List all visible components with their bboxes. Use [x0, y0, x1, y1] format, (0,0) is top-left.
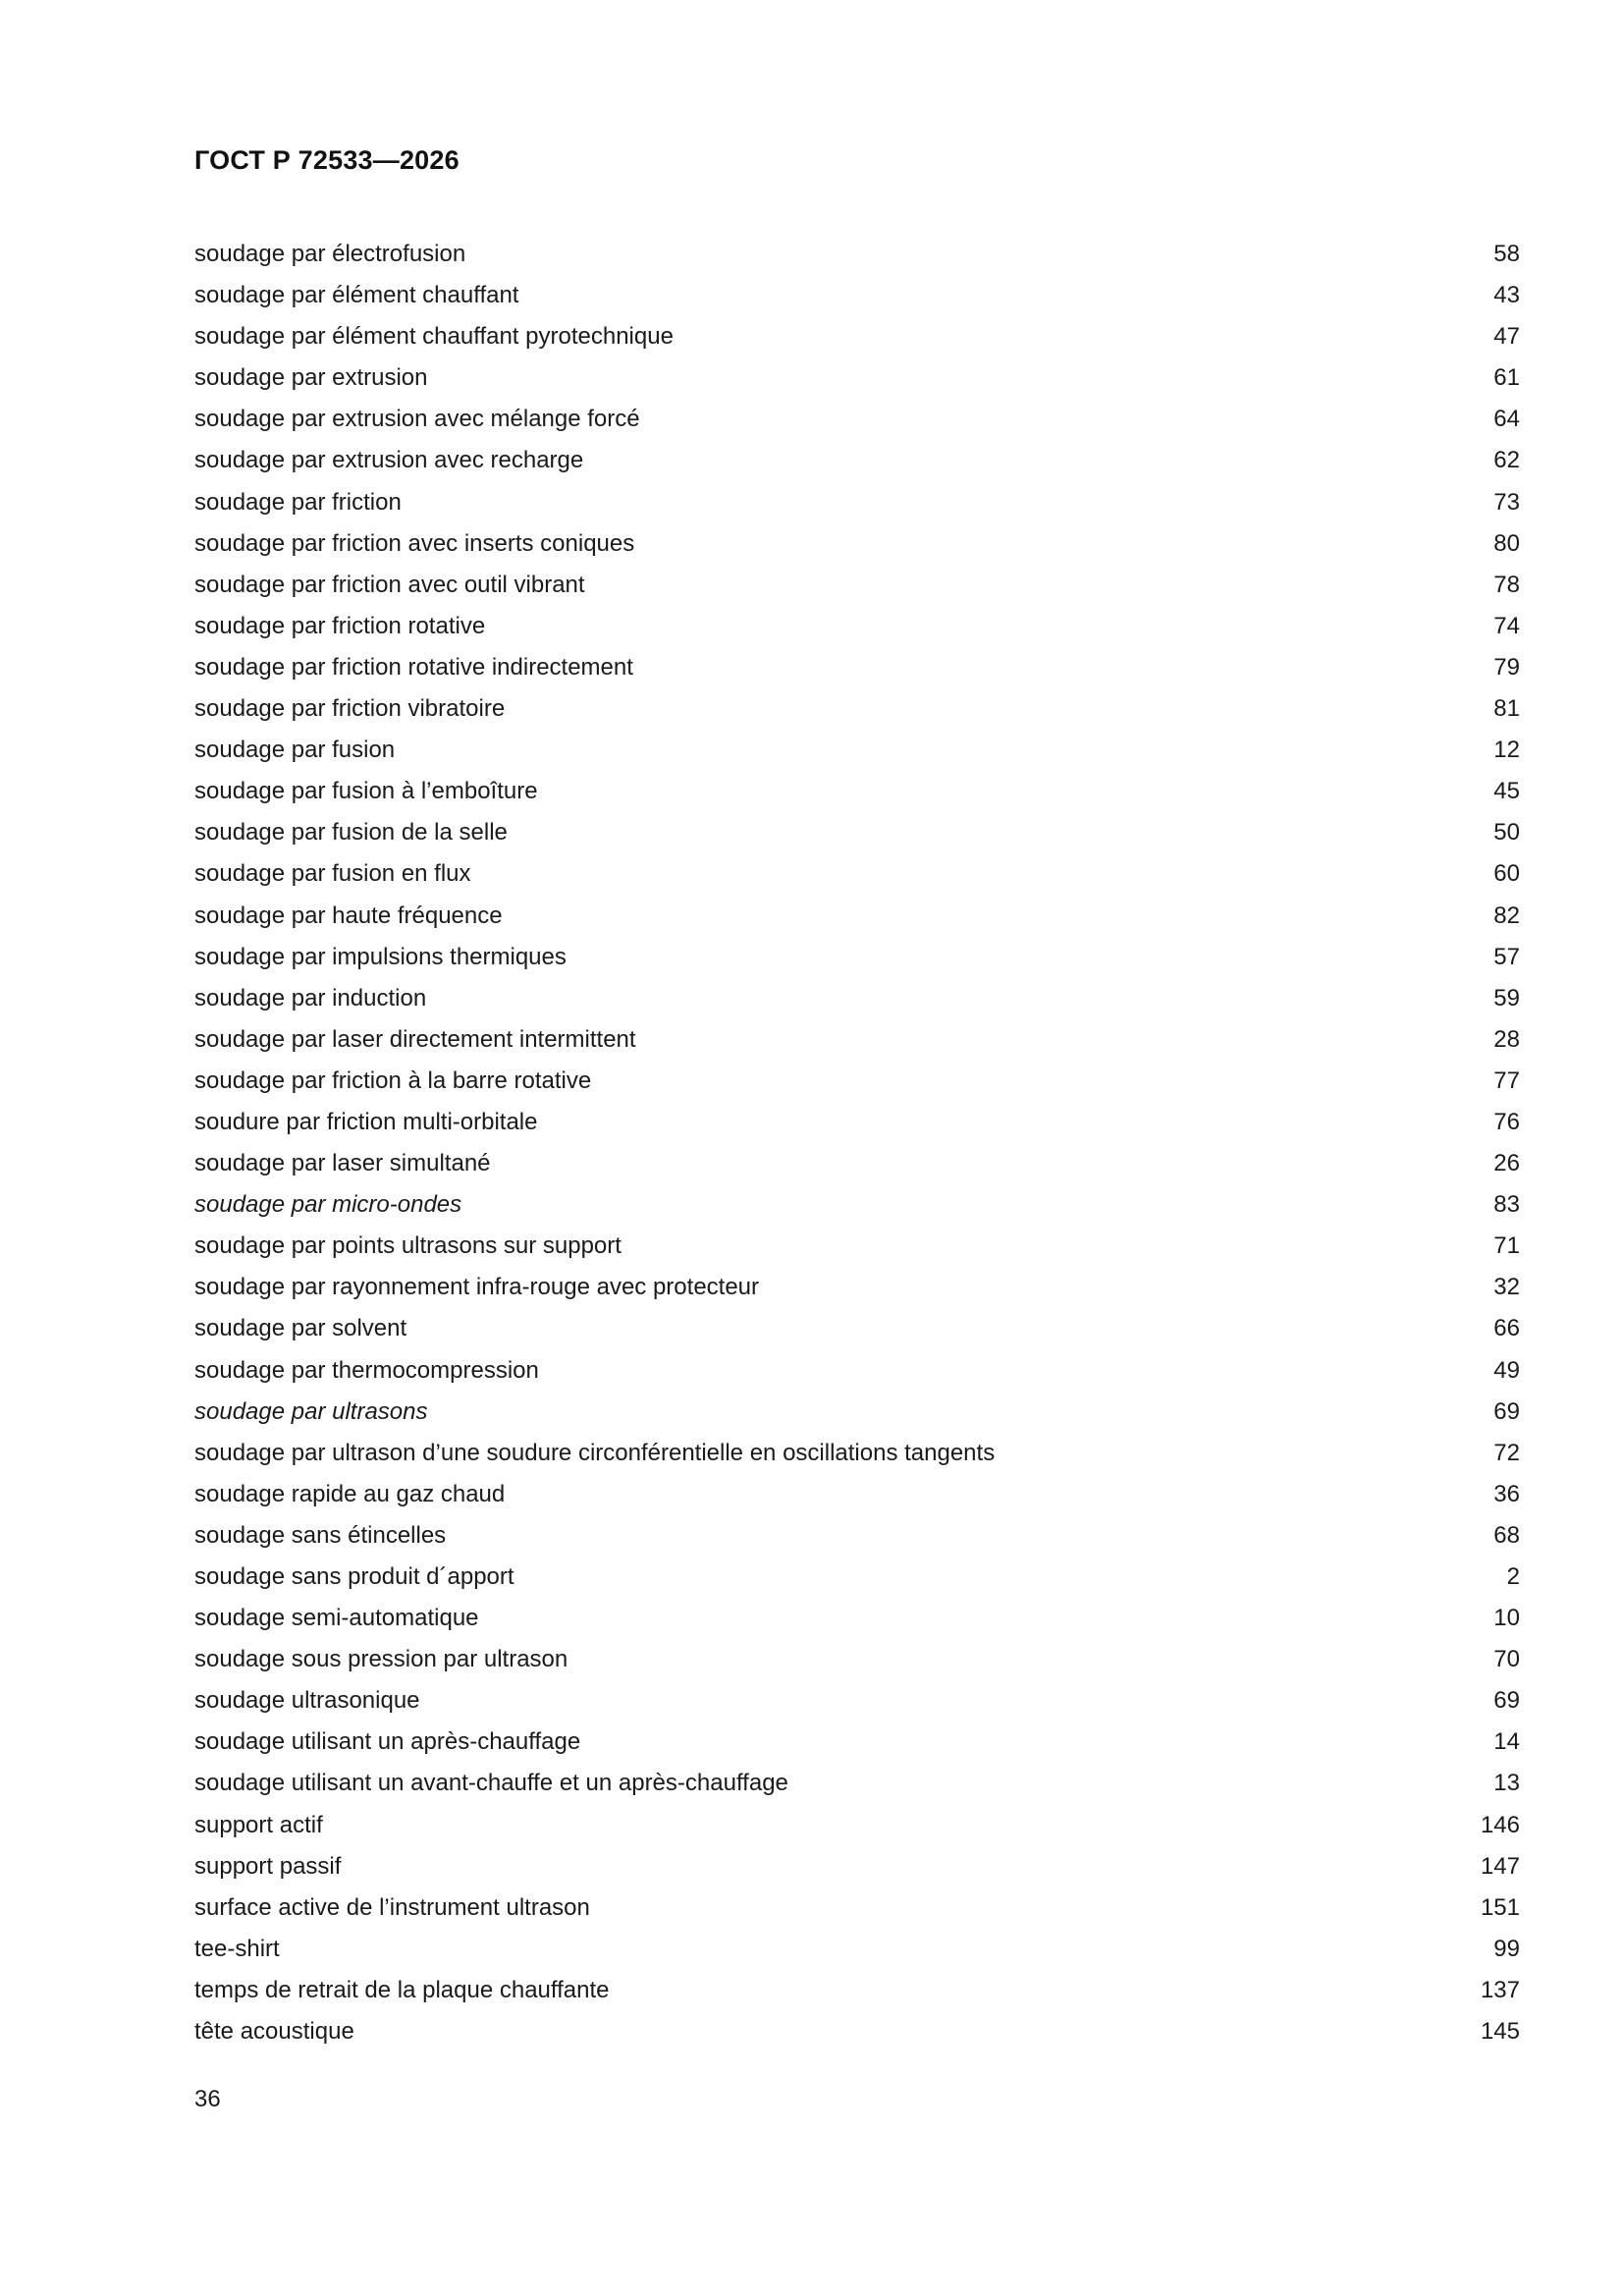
index-term-number: 58 [1493, 241, 1520, 267]
index-entry [194, 1350, 1520, 1392]
index-term-number: 60 [1493, 860, 1520, 888]
index-term-number: 81 [1493, 695, 1520, 723]
index-term: temps de retrait de la plaque chauffante [194, 1976, 610, 2003]
index-term-number: 78 [1493, 571, 1520, 598]
index-term-number: 68 [1493, 1521, 1520, 1549]
index-term-number: 82 [1493, 902, 1520, 929]
index-term: soudage par friction rotative indirectement [194, 653, 633, 681]
index-entry [194, 1846, 1520, 1887]
index-entry [194, 1763, 1520, 1804]
index-term: tête acoustique [194, 2018, 354, 2046]
index-term-number: 28 [1493, 1025, 1520, 1053]
index-term: soudage semi-automatique [194, 1605, 479, 1632]
index-term-number: 61 [1493, 364, 1520, 392]
index-entry [194, 1184, 1520, 1226]
index-entry [194, 1639, 1520, 1680]
index-entry [194, 1929, 1520, 1970]
index-term-number: 73 [1493, 488, 1520, 516]
index-entry [194, 565, 1520, 606]
index-term: soudage utilisant un après-chauffage [194, 1728, 581, 1756]
index-entry [194, 1680, 1520, 1722]
index-entry [194, 1019, 1520, 1061]
index-entry [194, 399, 1520, 440]
index-term: soudage par ultrasons [194, 1397, 428, 1425]
index-term-number: 147 [1480, 1852, 1520, 1880]
index-term: soudage par solvent [194, 1315, 407, 1342]
index-entry [194, 688, 1520, 730]
index-term-number: 45 [1493, 778, 1520, 805]
index-term-number: 13 [1493, 1770, 1520, 1797]
index-entry [194, 853, 1520, 895]
index-term: soudage ultrasonique [194, 1687, 420, 1715]
index-entry [194, 1887, 1520, 1929]
index-term-number: 71 [1493, 1232, 1520, 1260]
index-term: soudage par friction à la barre rotative [194, 1066, 592, 1094]
index-entry [194, 1308, 1520, 1349]
index-term-number: 43 [1493, 282, 1520, 309]
index-entry [194, 440, 1520, 481]
index-entry [194, 1143, 1520, 1184]
index-entry [194, 1226, 1520, 1267]
index-term-number: 151 [1480, 1893, 1520, 1921]
index-entry [194, 275, 1520, 316]
index-entry [194, 771, 1520, 812]
index-term-number: 26 [1493, 1150, 1520, 1177]
index-term: soudage sans produit d´apport [194, 1563, 514, 1590]
index-term-number: 74 [1493, 612, 1520, 639]
page-number: 36 [194, 2086, 221, 2112]
index-term: soudage par fusion de la selle [194, 819, 508, 847]
index-term: soudage par extrusion avec mélange forcé [194, 406, 640, 433]
index-term-number: 12 [1493, 737, 1520, 764]
index-entry [194, 1515, 1520, 1557]
index-term: soudage par friction avec outil vibrant [194, 571, 585, 598]
index-term-number: 83 [1493, 1191, 1520, 1219]
index-term-number: 72 [1493, 1439, 1520, 1466]
index-entry [194, 730, 1520, 771]
index-term-number: 99 [1493, 1935, 1520, 1962]
index-entry [194, 357, 1520, 399]
index-term: soudage par friction rotative [194, 612, 486, 639]
alphabetical-index-list [194, 234, 1520, 2052]
index-term: soudage par ultrason d’une soudure circonférentielle en oscillations tangents [194, 1439, 996, 1466]
index-term: soudage utilisant un avant-chauffe et un après-chauffage [194, 1770, 788, 1797]
index-entry [194, 1102, 1520, 1143]
index-term: soudage par électrofusion [194, 241, 466, 267]
index-entry [194, 1598, 1520, 1639]
index-term-number: 66 [1493, 1315, 1520, 1342]
index-entry [194, 482, 1520, 523]
index-entry [194, 316, 1520, 357]
index-term-number: 64 [1493, 406, 1520, 433]
index-term-number: 36 [1493, 1480, 1520, 1507]
index-term: soudage par élément chauffant pyrotechnique [194, 323, 674, 351]
index-term-number: 62 [1493, 447, 1520, 474]
index-term: soudage par laser simultané [194, 1150, 491, 1177]
index-term-number: 57 [1493, 943, 1520, 970]
index-term-number: 137 [1480, 1976, 1520, 2003]
document-standard-header: ГОСТ Р 72533—2026 [194, 145, 460, 175]
index-term: soudage sous pression par ultrason [194, 1646, 568, 1673]
index-term-number: 77 [1493, 1066, 1520, 1094]
index-term-number: 50 [1493, 819, 1520, 847]
index-term-number: 2 [1506, 1563, 1520, 1590]
index-entry [194, 1433, 1520, 1474]
index-term-number: 47 [1493, 323, 1520, 351]
index-term: soudage par induction [194, 984, 427, 1011]
index-term: soudage par micro-ondes [194, 1191, 462, 1219]
index-term: soudage par extrusion avec recharge [194, 447, 584, 474]
index-entry [194, 1392, 1520, 1433]
index-term: soudage par impulsions thermiques [194, 943, 567, 970]
index-entry [194, 1267, 1520, 1308]
index-term: soudure par friction multi-orbitale [194, 1108, 538, 1135]
index-term: soudage par friction avec inserts coniques [194, 529, 635, 557]
index-term: soudage par rayonnement infra-rouge avec protecteur [194, 1274, 760, 1301]
index-term: soudage par laser directement intermittent [194, 1025, 636, 1053]
index-term: soudage par élément chauffant [194, 282, 519, 309]
index-entry [194, 978, 1520, 1019]
index-term: soudage sans étincelles [194, 1521, 447, 1549]
index-term-number: 14 [1493, 1728, 1520, 1756]
index-entry [194, 523, 1520, 565]
index-entry [194, 2011, 1520, 2052]
index-entry [194, 896, 1520, 937]
index-entry [194, 234, 1520, 275]
index-term: support passif [194, 1852, 342, 1880]
index-term-number: 49 [1493, 1356, 1520, 1384]
index-term: tee-shirt [194, 1935, 280, 1962]
index-entry [194, 1474, 1520, 1515]
index-term: soudage par fusion en flux [194, 860, 471, 888]
index-entry [194, 812, 1520, 853]
index-entry [194, 606, 1520, 647]
index-entry [194, 1970, 1520, 2011]
index-term-number: 76 [1493, 1108, 1520, 1135]
index-entry [194, 937, 1520, 978]
index-term-number: 145 [1480, 2018, 1520, 2046]
index-term: soudage rapide au gaz chaud [194, 1480, 506, 1507]
index-term-number: 70 [1493, 1646, 1520, 1673]
index-term-number: 59 [1493, 984, 1520, 1011]
index-term: surface active de l’instrument ultrason [194, 1893, 590, 1921]
index-term: soudage par thermocompression [194, 1356, 539, 1384]
index-term-number: 69 [1493, 1397, 1520, 1425]
index-term-number: 10 [1493, 1605, 1520, 1632]
index-term-number: 146 [1480, 1811, 1520, 1838]
index-entry [194, 1722, 1520, 1763]
index-term: soudage par friction [194, 488, 402, 516]
index-term: support actif [194, 1811, 323, 1838]
index-entry [194, 1557, 1520, 1598]
index-term: soudage par points ultrasons sur support [194, 1232, 622, 1260]
index-entry [194, 1805, 1520, 1846]
index-term: soudage par haute fréquence [194, 902, 503, 929]
index-term: soudage par fusion [194, 737, 396, 764]
index-term-number: 69 [1493, 1687, 1520, 1715]
index-term-number: 80 [1493, 529, 1520, 557]
index-term-number: 32 [1493, 1274, 1520, 1301]
index-entry [194, 647, 1520, 688]
index-term-number: 79 [1493, 653, 1520, 681]
index-term: soudage par friction vibratoire [194, 695, 506, 723]
index-term: soudage par extrusion [194, 364, 428, 392]
index-entry [194, 1061, 1520, 1102]
index-term: soudage par fusion à l’emboîture [194, 778, 538, 805]
